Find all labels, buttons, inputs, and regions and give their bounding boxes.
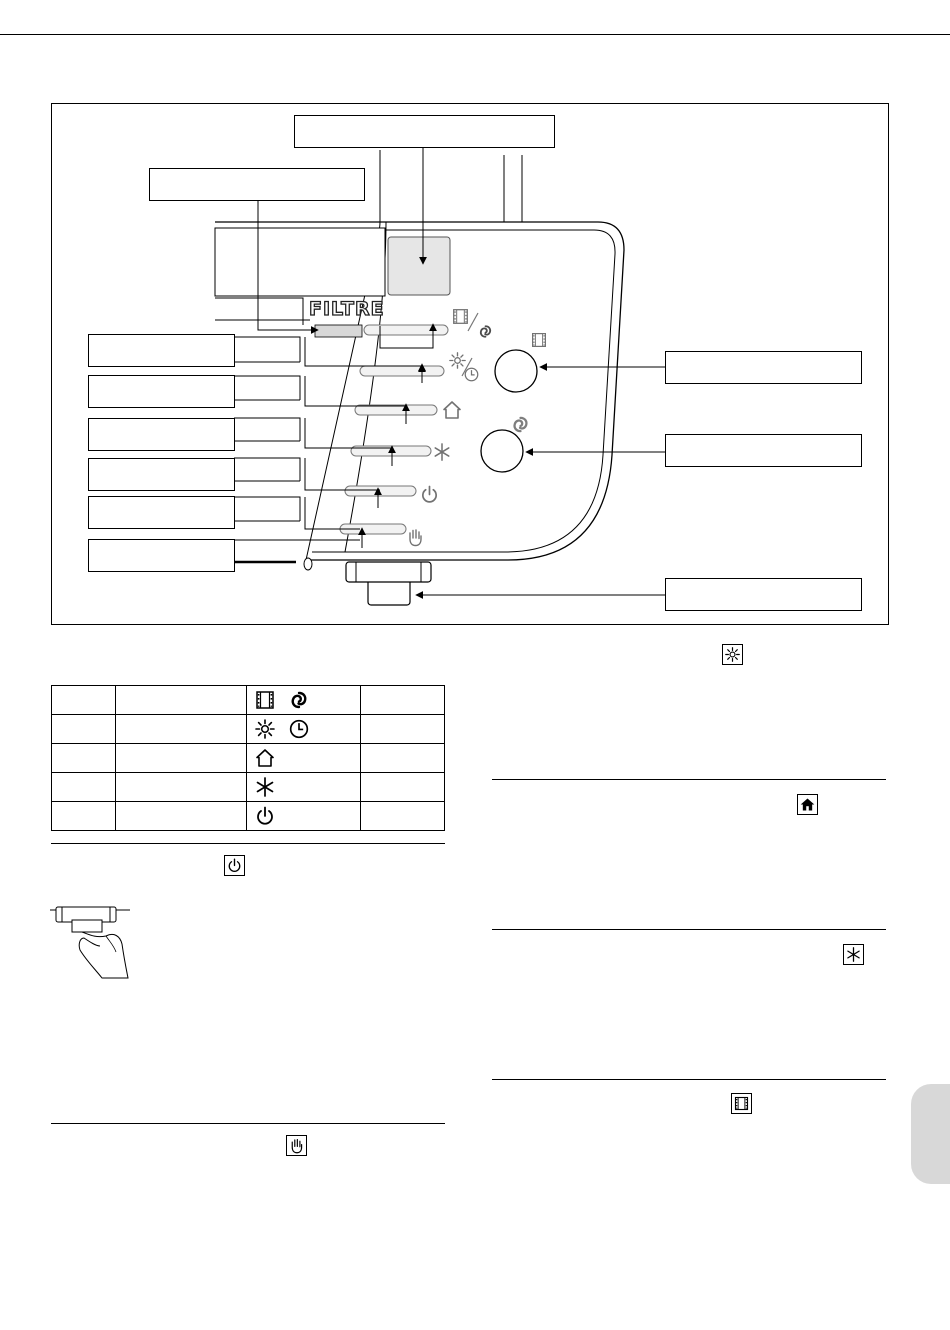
led-bar-2 <box>360 366 444 376</box>
upper-button <box>495 350 537 392</box>
callout-display <box>294 115 555 148</box>
callout-left-1 <box>88 334 235 367</box>
section-tab-marker <box>911 1084 950 1184</box>
callout-left-2 <box>88 375 235 408</box>
filter-led <box>315 325 362 337</box>
callout-filter <box>149 168 365 201</box>
callout-left-3 <box>88 418 235 451</box>
section-divider <box>492 1079 886 1080</box>
film-icon <box>255 690 275 710</box>
sun-icon <box>722 644 743 665</box>
led-bar-1 <box>364 325 448 335</box>
display-screen <box>215 228 385 296</box>
table-row <box>52 715 445 744</box>
filter-label: FILTRE <box>309 298 385 320</box>
callout-slide-switch <box>665 578 862 611</box>
home-icon <box>255 748 275 768</box>
section-divider <box>492 929 886 930</box>
film-icon <box>731 1093 752 1114</box>
home-filled-icon <box>797 794 818 815</box>
hand-switch-illustration <box>50 902 132 980</box>
callout-left-4 <box>88 458 235 491</box>
power-icon <box>255 806 275 826</box>
callout-upper-button <box>665 351 862 384</box>
table-row <box>52 686 445 715</box>
clock-icon <box>289 719 309 739</box>
sun-icon <box>255 719 275 739</box>
frost-icon <box>843 944 864 965</box>
mode-table <box>51 685 445 831</box>
table-row <box>52 802 445 831</box>
callout-lower-button <box>665 434 862 467</box>
table-row <box>52 744 445 773</box>
led-bar-5 <box>345 486 416 496</box>
callout-left-6 <box>88 539 235 572</box>
frost-icon <box>255 777 275 797</box>
callout-left-5 <box>88 496 235 529</box>
lower-button <box>481 430 523 472</box>
hand-icon <box>286 1135 307 1156</box>
table-row <box>52 773 445 802</box>
power-icon <box>224 855 245 876</box>
spiral-icon <box>289 690 309 710</box>
diagram-drawing <box>0 0 950 630</box>
section-divider <box>51 843 445 844</box>
display-window <box>388 237 450 295</box>
section-divider <box>51 1123 445 1124</box>
section-divider <box>492 779 886 780</box>
